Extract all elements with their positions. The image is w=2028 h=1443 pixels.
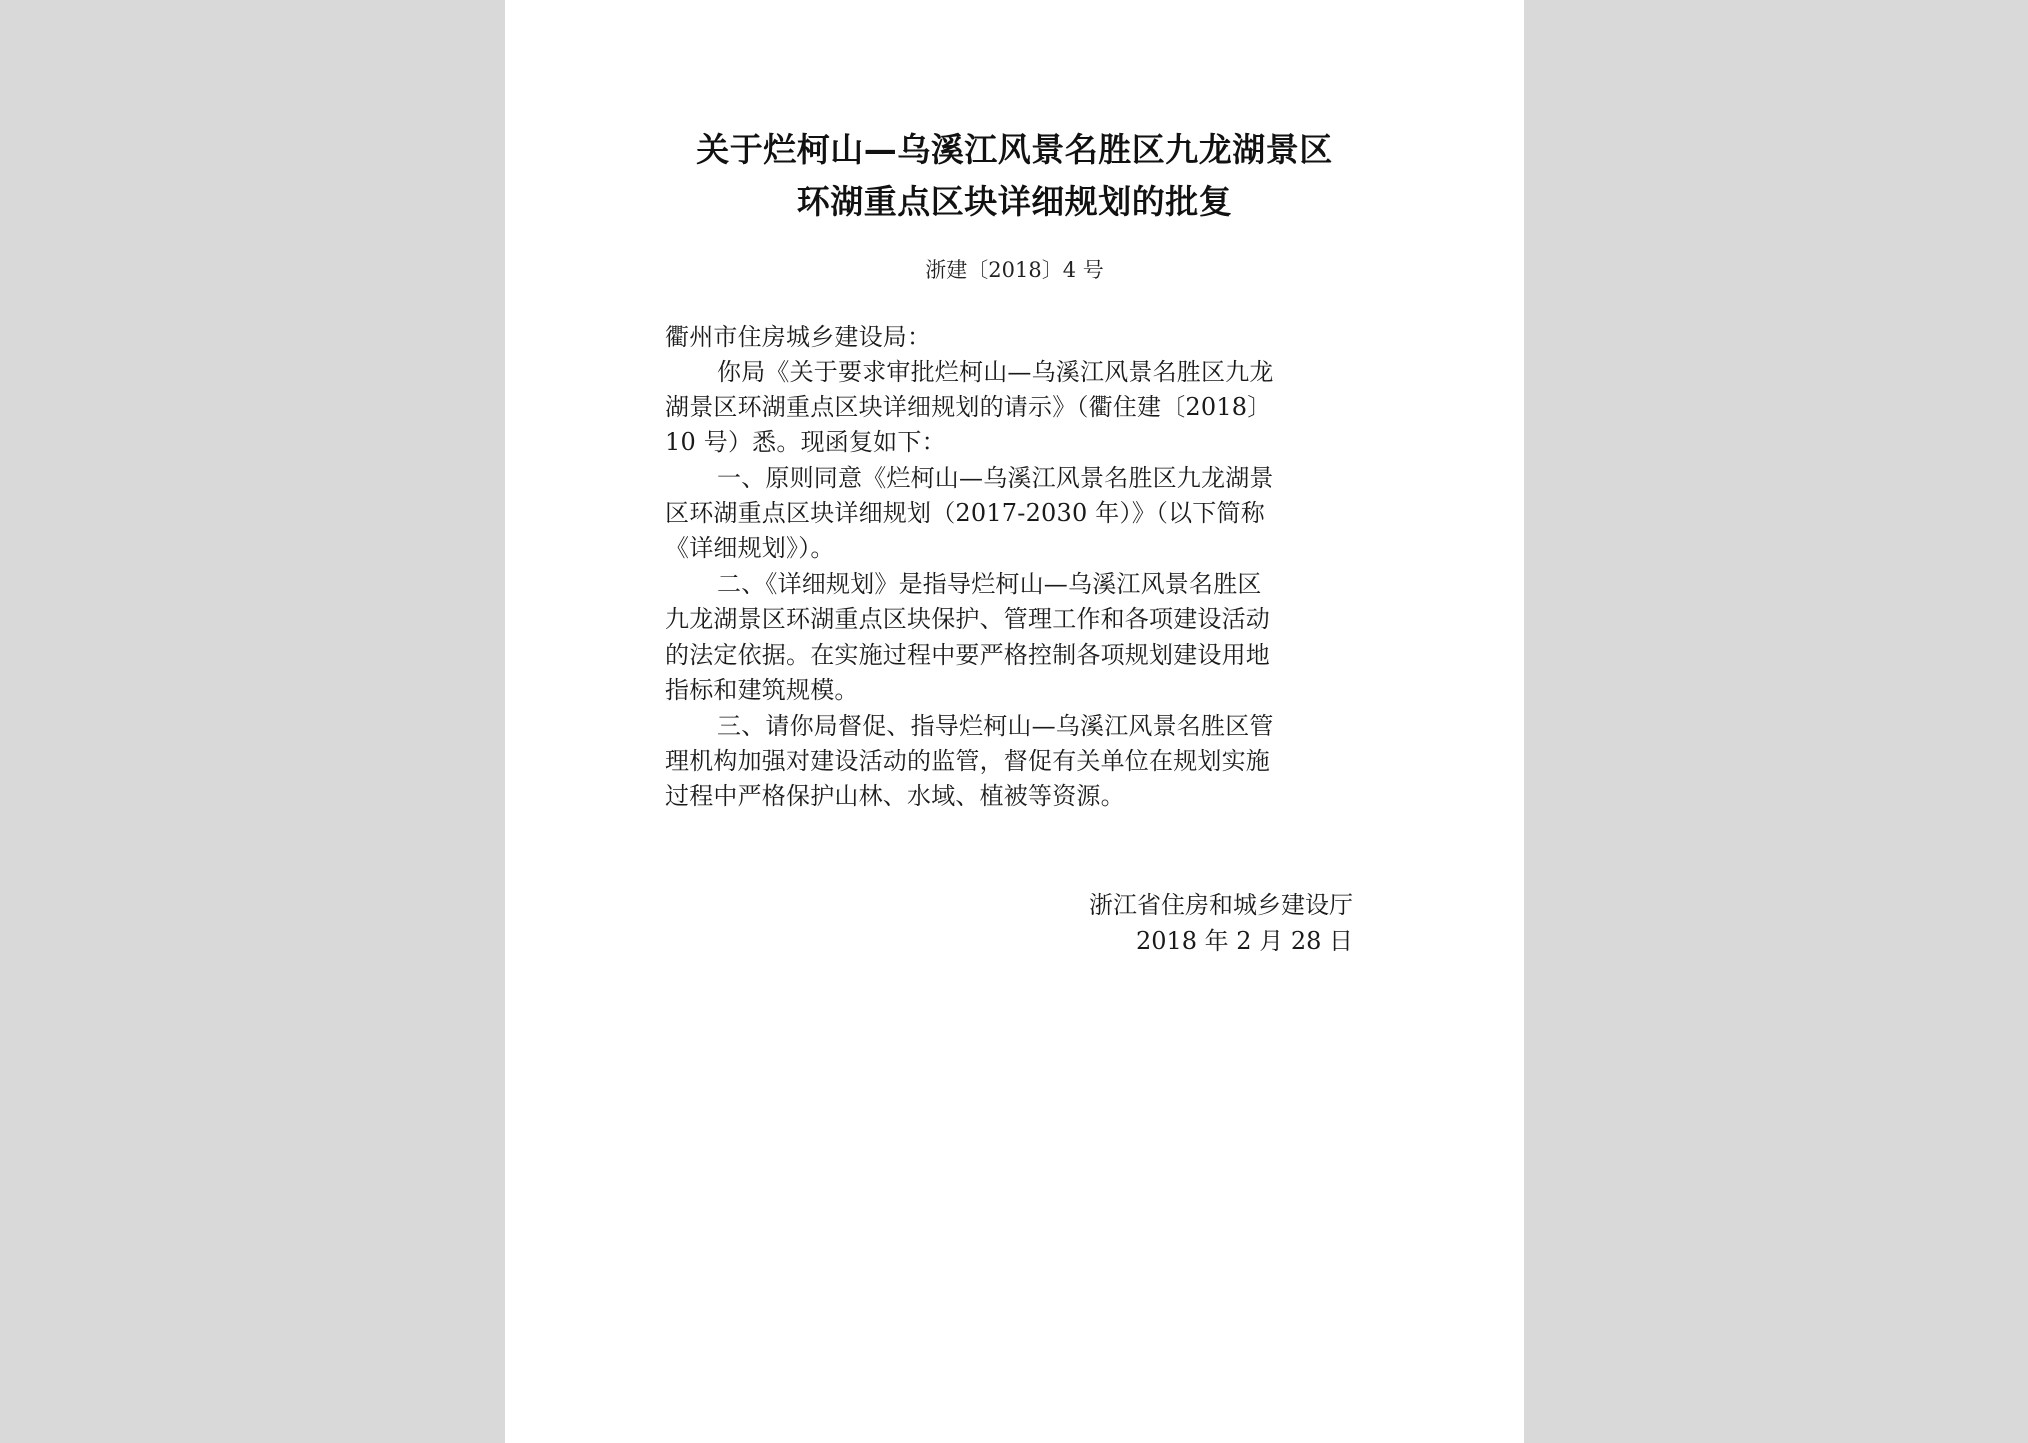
paragraph-4-line-3: 过程中严格保护山林、水域、植被等资源。 xyxy=(665,782,1125,810)
paragraph-3-line-1: 二、《详细规划》是指导烂柯山—乌溪江风景名胜区 xyxy=(717,570,1262,598)
paragraph-2-line-1: 一、原则同意《烂柯山—乌溪江风景名胜区九龙湖景 xyxy=(717,464,1274,492)
signature-organization: 浙江省住房和城乡建设厅 xyxy=(1089,891,1353,919)
signature-date: 2018 年 2 月 28 日 xyxy=(1135,927,1353,955)
paragraph-1-line-1: 你局《关于要求审批烂柯山—乌溪江风景名胜区九龙 xyxy=(717,358,1274,386)
document-page xyxy=(505,0,1524,1443)
paragraph-2-line-3: 《详细规划》）。 xyxy=(665,534,835,562)
paragraph-4-line-1: 三、请你局督促、指导烂柯山—乌溪江风景名胜区管 xyxy=(717,712,1274,740)
addressee: 衢州市住房城乡建设局： xyxy=(665,323,932,351)
paragraph-4-line-2: 理机构加强对建设活动的监管，督促有关单位在规划实施 xyxy=(665,747,1270,775)
paragraph-3-line-4: 指标和建筑规模。 xyxy=(665,676,859,704)
paragraph-3-line-2: 九龙湖景区环湖重点区块保护、管理工作和各项建设活动 xyxy=(665,605,1270,633)
document-number: 浙建〔2018〕4 号 xyxy=(925,258,1104,282)
paragraph-2-line-2: 区环湖重点区块详细规划（2017-2030 年）》（以下简称 xyxy=(665,499,1265,527)
paragraph-3-line-3: 的法定依据。在实施过程中要严格控制各项规划建设用地 xyxy=(665,641,1270,669)
paragraph-1-line-3: 10 号）悉。现函复如下： xyxy=(665,428,946,456)
paragraph-1-line-2: 湖景区环湖重点区块详细规划的请示》（衢住建〔2018〕 xyxy=(665,393,1272,421)
document-title-line-1: 关于烂柯山—乌溪江风景名胜区九龙湖景区 xyxy=(696,130,1333,169)
document-title-line-2: 环湖重点区块详细规划的批复 xyxy=(796,182,1233,221)
